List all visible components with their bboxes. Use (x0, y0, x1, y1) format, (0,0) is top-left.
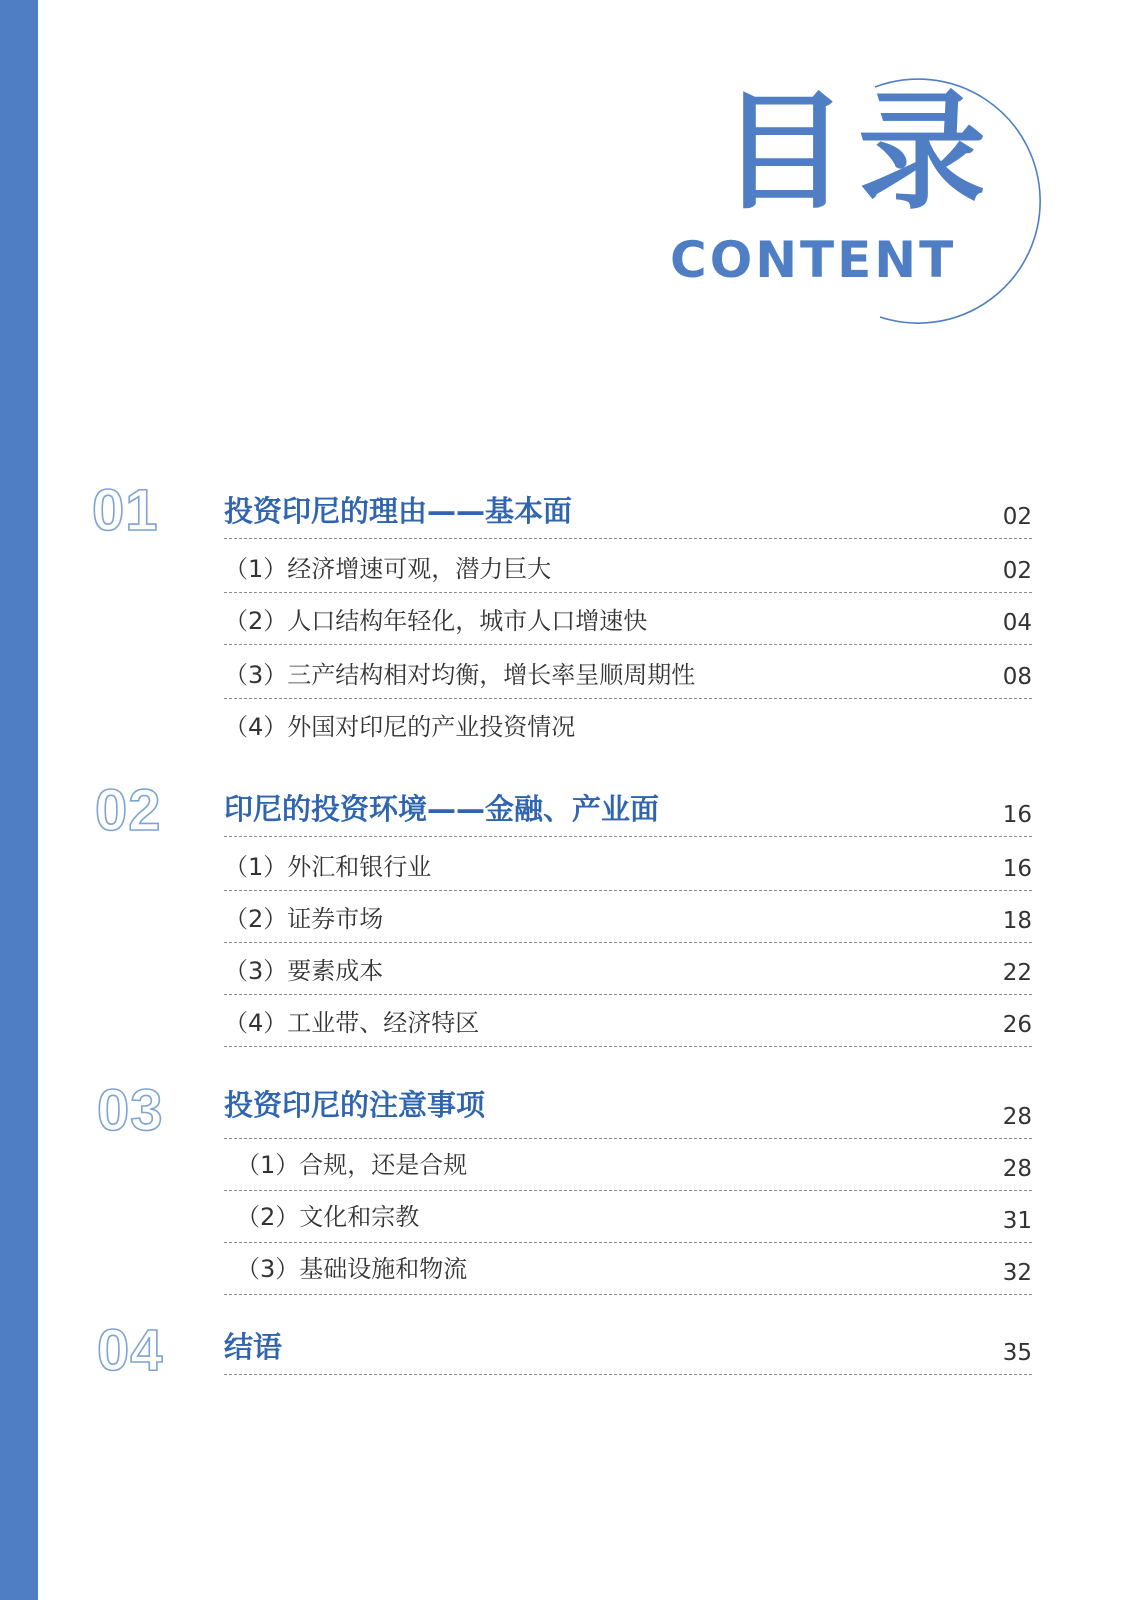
page-subtitle: CONTENT (670, 231, 957, 289)
toc-header (0, 0, 1131, 360)
toc-entry-heading[interactable] (224, 782, 1032, 837)
toc-entry-label: （2）人口结构年轻化，城市人口增速快 (224, 607, 648, 635)
toc-page-number: 22 (1002, 960, 1032, 986)
toc-entry-label: （3）要素成本 (224, 957, 384, 985)
toc-entry-label: （1）经济增速可观，潜力巨大 (224, 555, 552, 583)
page-title: 目录 (720, 78, 997, 227)
toc-page-number: 28 (1002, 1104, 1032, 1130)
toc-entry-label: （4）外国对印尼的产业投资情况 (224, 713, 576, 741)
toc-entry[interactable] (224, 1242, 1032, 1295)
toc-page-number: 28 (1002, 1156, 1032, 1182)
toc-entry[interactable] (224, 538, 1032, 593)
section-number: 03 (97, 1078, 164, 1143)
toc-entry[interactable] (224, 994, 1032, 1047)
toc-page-number: 08 (1002, 664, 1032, 690)
toc-page-number: 18 (1002, 908, 1032, 934)
toc-entry[interactable] (224, 942, 1032, 995)
toc-entry-label: （2）证券市场 (224, 905, 384, 933)
toc-page-number: 16 (1002, 856, 1032, 882)
toc-heading-label: 印尼的投资环境——金融、产业面 (224, 792, 660, 826)
toc-entry[interactable] (224, 890, 1032, 943)
section-number: 01 (92, 478, 159, 543)
toc-entry[interactable] (224, 836, 1032, 891)
toc-entry-label: （3）基础设施和物流 (236, 1255, 468, 1283)
toc-page-number: 02 (1002, 504, 1032, 530)
toc-entry-label: （2）文化和宗教 (236, 1203, 420, 1231)
toc-heading-label: 结语 (224, 1330, 283, 1364)
section-number: 02 (95, 778, 162, 843)
toc-entry[interactable] (224, 698, 1032, 750)
toc-page-number: 26 (1002, 1012, 1032, 1038)
toc-entry-label: （1）合规，还是合规 (236, 1151, 468, 1179)
toc-heading-label: 投资印尼的理由——基本面 (224, 494, 573, 528)
toc-entry-heading[interactable] (224, 484, 1032, 539)
toc-page-number: 35 (1002, 1340, 1032, 1366)
toc-page-number: 04 (1002, 610, 1032, 636)
toc-page-number: 31 (1002, 1208, 1032, 1234)
toc-entry[interactable] (224, 644, 1032, 699)
toc-page-number: 02 (1002, 558, 1032, 584)
toc-page-number: 16 (1002, 802, 1032, 828)
section-number: 04 (97, 1318, 164, 1383)
toc-heading-label: 投资印尼的注意事项 (224, 1088, 486, 1122)
toc-entry-label: （3）三产结构相对均衡，增长率呈顺周期性 (224, 661, 696, 689)
toc-entry[interactable] (224, 592, 1032, 645)
toc-entry-label: （4）工业带、经济特区 (224, 1009, 480, 1037)
toc-entry[interactable] (224, 1138, 1032, 1191)
toc-entry-heading[interactable] (224, 1320, 1032, 1375)
toc-page-number: 32 (1002, 1260, 1032, 1286)
toc-entry[interactable] (224, 1190, 1032, 1243)
toc-entry-label: （1）外汇和银行业 (224, 853, 432, 881)
toc-entry-heading[interactable] (224, 1084, 1032, 1139)
